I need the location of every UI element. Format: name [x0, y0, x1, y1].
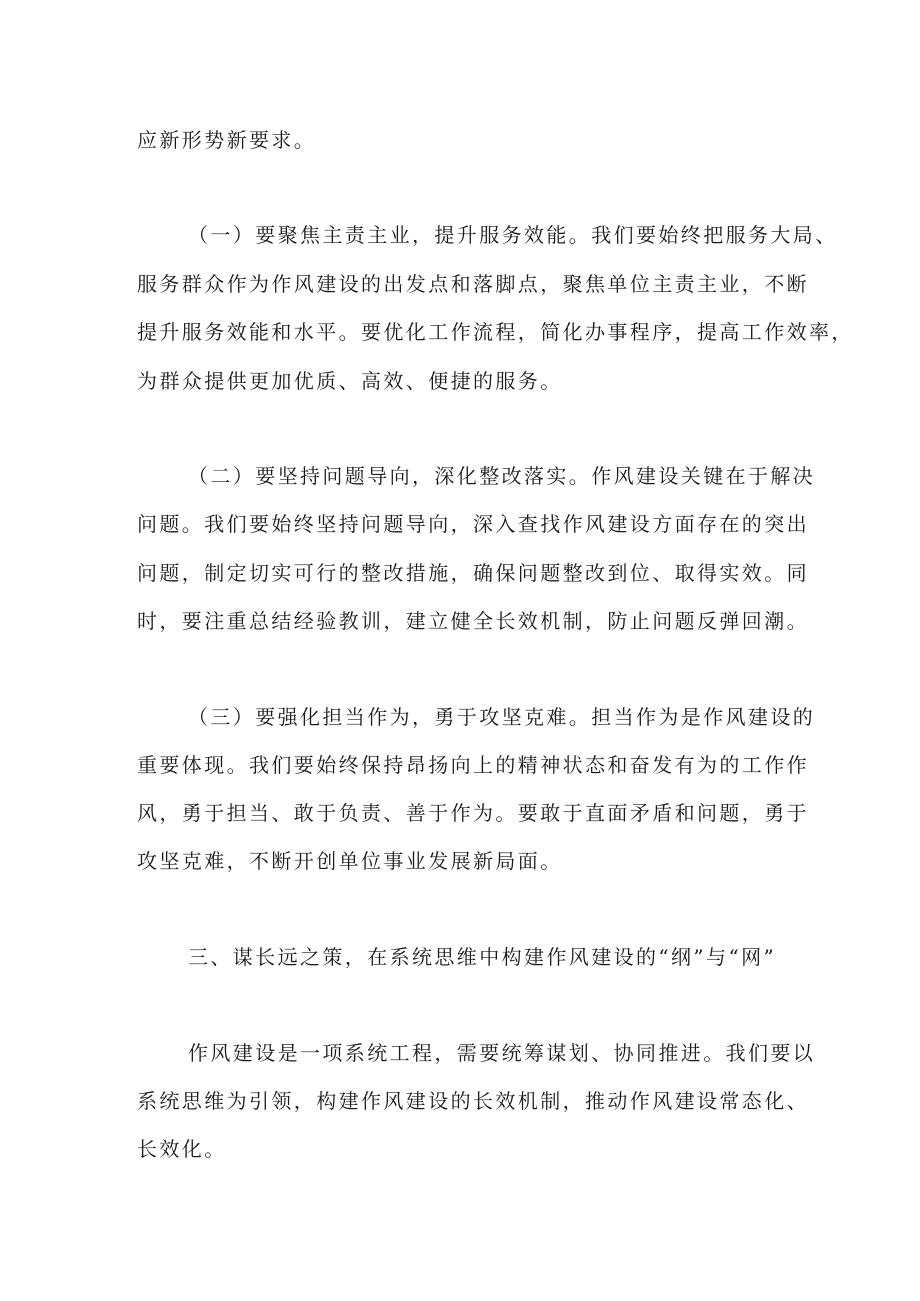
paragraph-2-line-4: 时，要注重总结经验教训，建立健全长效机制，防止问题反弹回潮。: [137, 609, 809, 633]
paragraph-1-line-4: 为群众提供更加优质、高效、便捷的服务。: [137, 369, 563, 393]
paragraph-1-line-3: 提升服务效能和水平。要优化工作流程，简化办事程序，提高工作效率，: [137, 320, 854, 344]
paragraph-3-line-1: （三）要强化担当作为，勇于攻坚克难。担当作为是作风建设的: [188, 705, 816, 729]
paragraph-4-line-1: 作风建设是一项系统工程，需要统筹谋划、协同推进。我们要以: [188, 1041, 816, 1065]
paragraph-2-line-2: 问题。我们要始终坚持问题导向，深入查找作风建设方面存在的突出: [137, 512, 809, 536]
section-heading-3: 三、谋长远之策，在系统思维中构建作风建设的“纲”与“网”: [188, 945, 777, 969]
paragraph-4-line-3: 长效化。: [137, 1137, 227, 1161]
paragraph-2-line-1: （二）要坚持问题导向，深化整改落实。作风建设关键在于解决: [188, 464, 816, 488]
paragraph-3-line-4: 攻坚克难，不断开创单位事业发展新局面。: [137, 849, 563, 873]
paragraph-4-line-2: 系统思维为引领，构建作风建设的长效机制，推动作风建设常态化、: [137, 1089, 809, 1113]
paragraph-1-line-2: 服务群众作为作风建设的出发点和落脚点，聚焦单位主责主业，不断: [137, 272, 809, 296]
paragraph-3-line-3: 风，勇于担当、敢于负责、善于作为。要敢于直面矛盾和问题，勇于: [137, 801, 809, 825]
paragraph-continuation-line: 应新形势新要求。: [137, 128, 317, 152]
paragraph-2-line-3: 问题，制定切实可行的整改措施，确保问题整改到位、取得实效。同: [137, 561, 809, 585]
paragraph-3-line-2: 重要体现。我们要始终保持昂扬向上的精神状态和奋发有为的工作作: [137, 753, 809, 777]
paragraph-1-line-1: （一）要聚焦主责主业，提升服务效能。我们要始终把服务大局、: [188, 223, 838, 247]
